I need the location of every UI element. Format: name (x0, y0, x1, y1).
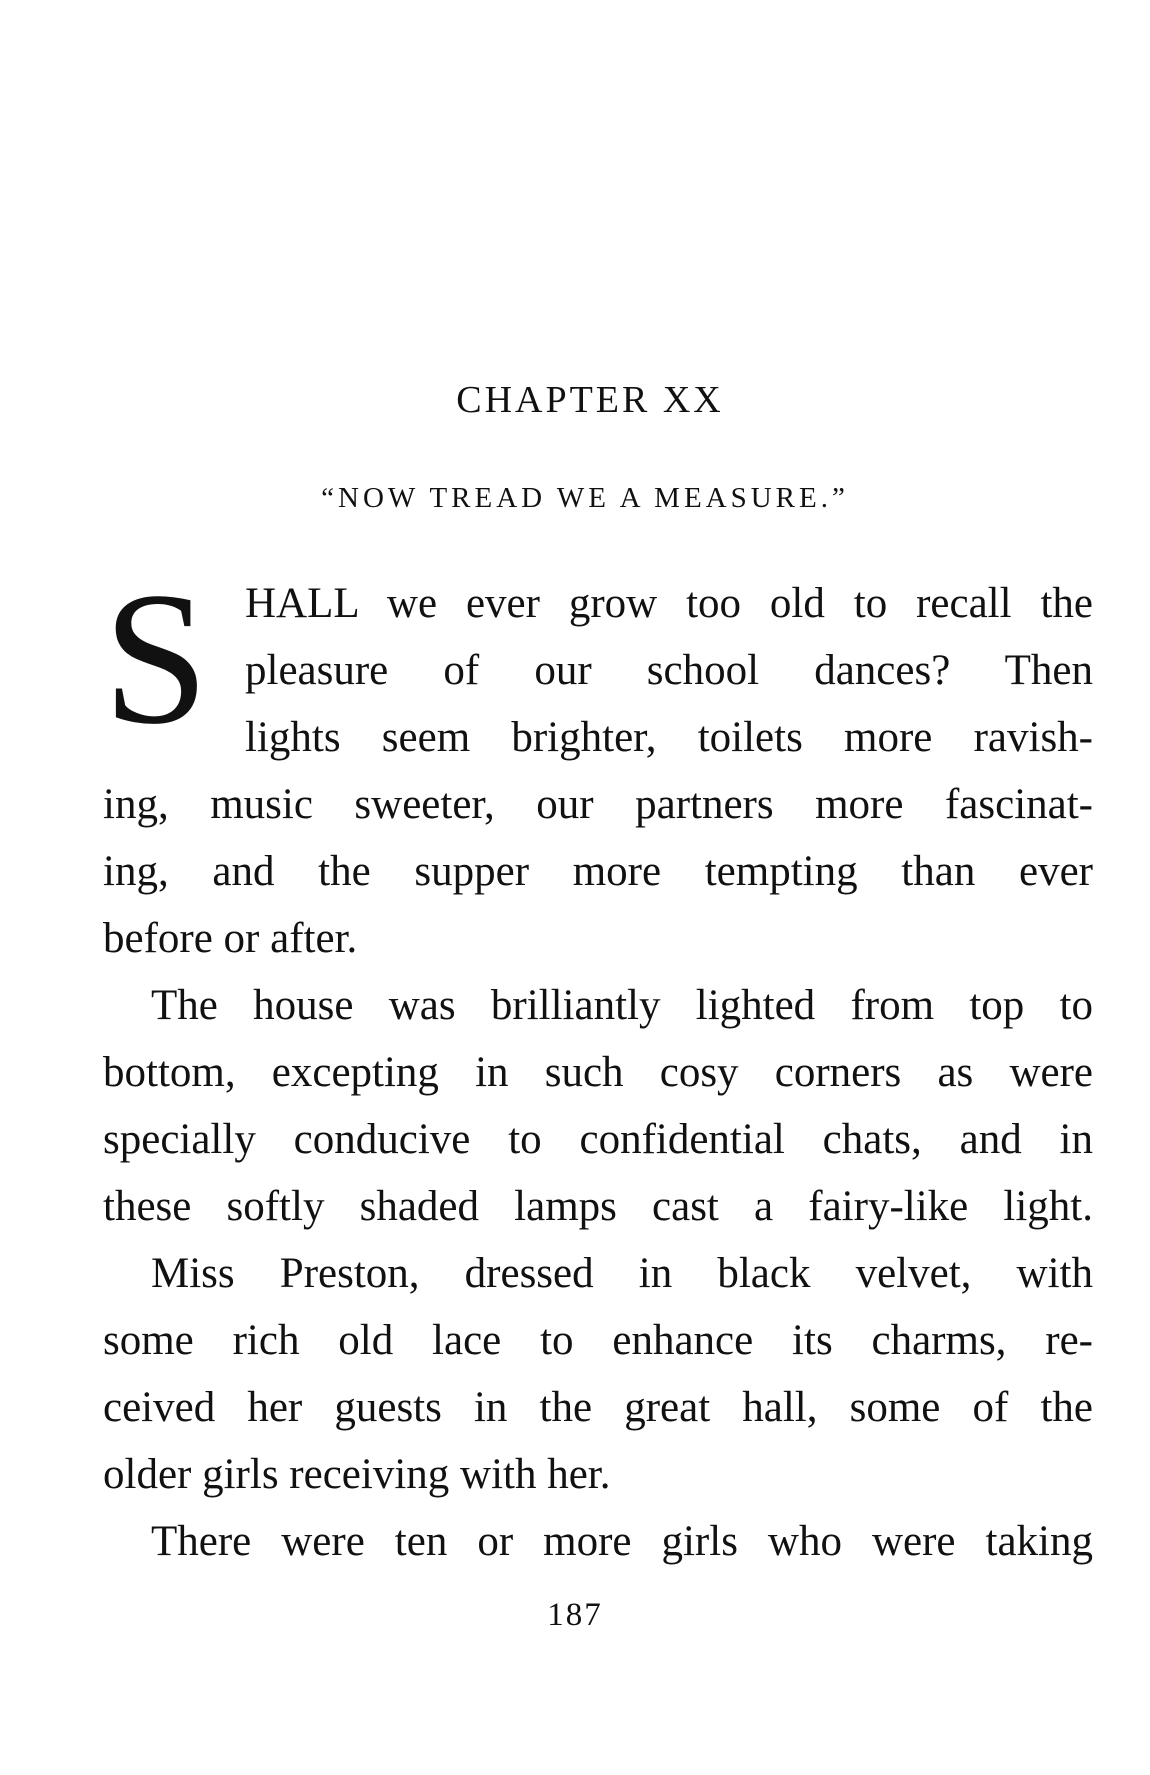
text-line: Miss Preston, dressed in black velvet, with (151, 1250, 1093, 1297)
text-line: older girls receiving with her. (103, 1451, 611, 1498)
chapter-title: “NOW TREAD WE A MEASURE.” (321, 482, 849, 514)
text-line: before or after. (103, 915, 358, 962)
text-line: HALL we ever grow too old to recall the (245, 580, 1093, 627)
text-line: ing, music sweeter, our partners more fascinat- (103, 781, 1093, 828)
text-line: some rich old lace to enhance its charms, re- (103, 1317, 1093, 1364)
text-line: The house was brilliantly lighted from top to (151, 982, 1093, 1029)
text-line: There were ten or more girls who were taking (151, 1518, 1093, 1565)
body-text (103, 554, 1093, 1575)
text-line: lights seem brighter, toilets more ravish- (245, 714, 1093, 761)
text-line: these softly shaded lamps cast a fairy-like light. (103, 1183, 1093, 1230)
text-line: ceived her guests in the great hall, some of the (103, 1384, 1093, 1431)
text-line: ing, and the supper more tempting than ever (103, 848, 1093, 895)
drop-cap: S (103, 554, 209, 764)
page-number: 187 (547, 1597, 603, 1633)
text-line: pleasure of our school dances? Then (245, 647, 1093, 694)
text-line: bottom, excepting in such cosy corners as were (103, 1049, 1093, 1096)
chapter-number: CHAPTER XX (456, 379, 724, 421)
text-line: specially conducive to confidential chats, and in (103, 1116, 1093, 1163)
